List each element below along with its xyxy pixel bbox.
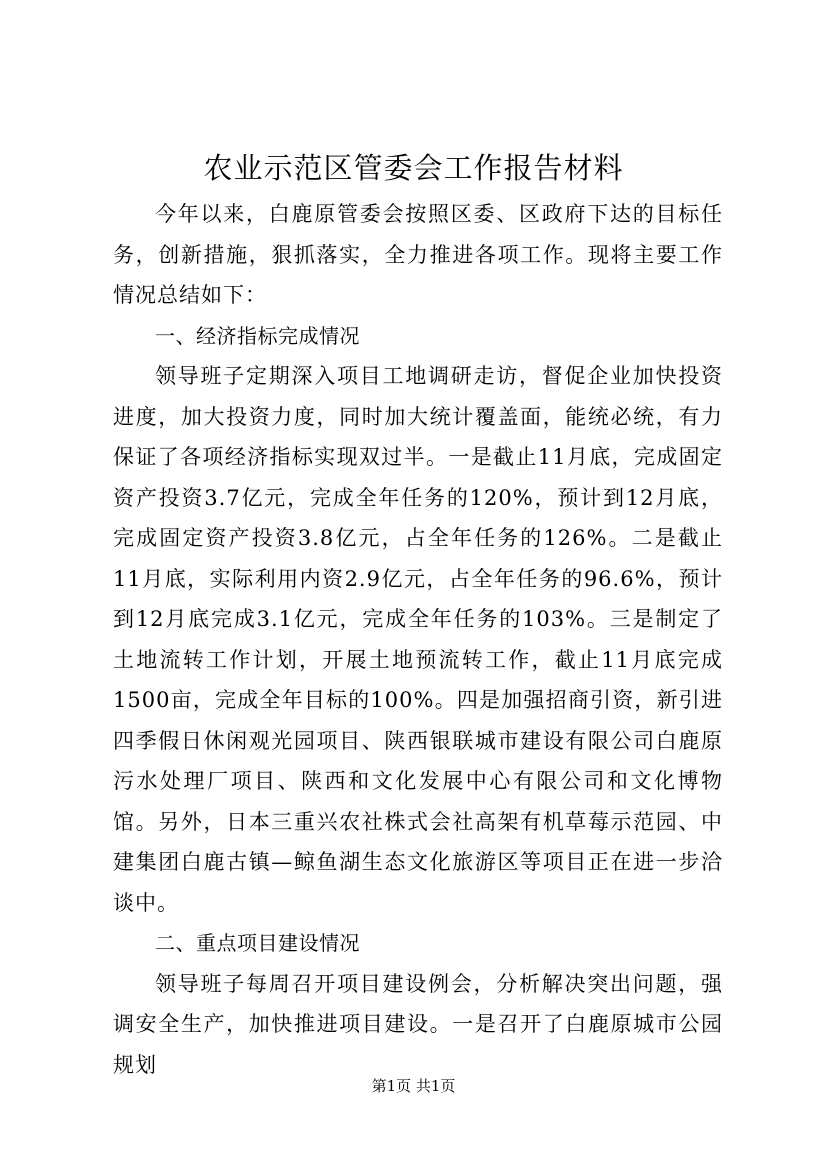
- section-heading-key-projects: 二、重点项目建设情况: [155, 931, 360, 955]
- intro-paragraph: 今年以来，白鹿原管委会按照区委、区政府下达的目标任务，创新措施，狠抓落实，全力推进各项工作。现将主要工作情况总结如下：: [113, 202, 723, 307]
- economic-indicators-paragraph: 领导班子定期深入项目工地调研走访，督促企业加快投资进度，加大投资力度，同时加大统计覆盖面，能统必统，有力保证了各项经济指标实现双过半。一是截止11月底，完成固定资产投资3.7亿元，完成全年任务的120%，预计到12月底，完成固定资产投资3.8亿元，占全年任务的126%。二是截止11月底，实际利用内资2.9亿元，占全年任务的96.6%，预计到12月底完成3.1亿元，完成全年任务的103%。三是制定了土地流转工作计划，开展土地预流转工作，截止11月底完成1500亩，完成全年目标的100%。四是加强招商引资，新引进四季假日休闲观光园项目、陕西银联城市建设有限公司白鹿原污水处理厂项目、陕西和文化发展中心有限公司和文化博物馆。另外，日本三重兴农社株式会社高架有机草莓示范园、中建集团白鹿古镇—鲸鱼湖生态文化旅游区等项目正在进一步洽谈中。: [113, 364, 723, 915]
- document-body: [113, 194, 723, 1085]
- document-title: 农业示范区管委会工作报告材料: [203, 151, 624, 185]
- page-number-footer: 第1页 共1页: [371, 1077, 456, 1095]
- key-projects-paragraph: 领导班子每周召开项目建设例会，分析解决突出问题，强调安全生产，加快推进项目建设。一是召开了白鹿原城市公园规划: [113, 971, 723, 1077]
- section-heading-economic-indicators: 一、经济指标完成情况: [155, 323, 360, 348]
